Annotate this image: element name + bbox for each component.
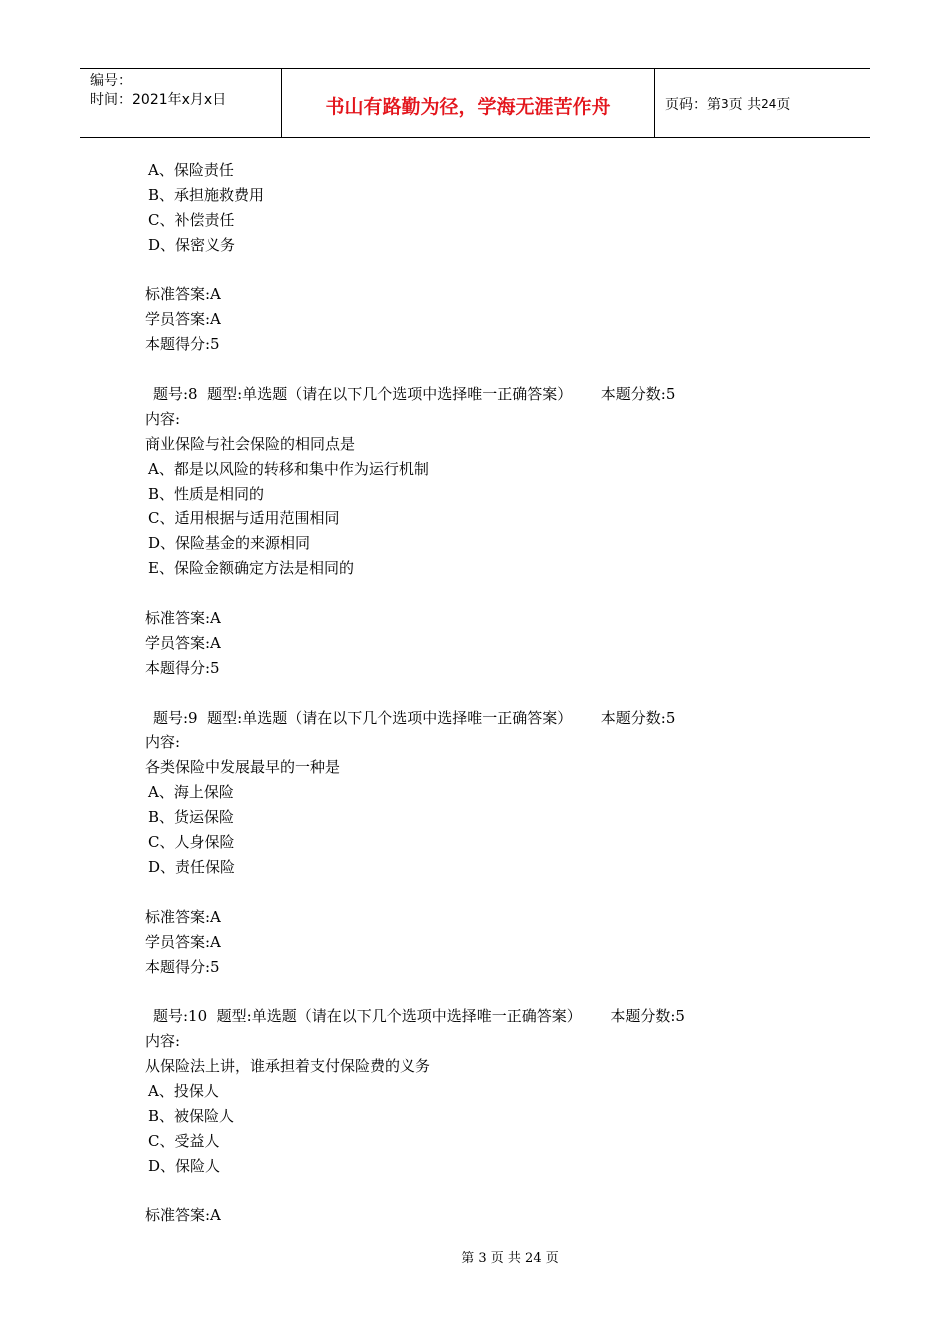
blank-line: [145, 357, 845, 382]
text-line: 标准答案:A: [145, 907, 221, 926]
text-line: 本题得分:5: [145, 335, 220, 354]
text-line: 内容:: [145, 1032, 181, 1051]
answer-option: C、受益人: [148, 1131, 220, 1150]
question-header: 题号:9 题型:单选题（请在以下几个选项中选择唯一正确答案） 本题分数:5: [153, 708, 676, 727]
blank-line: [145, 1179, 845, 1204]
page-footer: [0, 1247, 950, 1266]
motto-cell: [282, 69, 655, 137]
blank-line: [145, 880, 845, 905]
page-prefix: 页码：第: [665, 97, 721, 113]
blank-line: [145, 581, 845, 606]
answer-option: B、承担施救费用: [148, 185, 265, 204]
page-suffix: 页: [776, 97, 791, 113]
text-line: 从保险法上讲，谁承担着支付保险费的义务: [145, 1057, 431, 1076]
answer-option: B、性质是相同的: [148, 484, 265, 503]
page-mid: 页 共: [728, 97, 762, 113]
text-line: 学员答案:A: [145, 633, 221, 652]
time-label: 时间：2021年x月x日: [90, 92, 227, 108]
answer-option: A、海上保险: [148, 783, 234, 802]
answer-option: A、都是以风险的转移和集中作为运行机制: [148, 459, 429, 478]
text-line: 标准答案:A: [145, 285, 221, 304]
text-line: 标准答案:A: [145, 1206, 221, 1225]
text-line: 本题得分:5: [145, 957, 220, 976]
answer-option: A、投保人: [148, 1081, 219, 1100]
blank-line: [145, 979, 845, 1004]
answer-option: B、货运保险: [148, 808, 235, 827]
page-total: 24: [761, 97, 777, 111]
motto-text: 书山有路勤为径，学海无涯苦作舟: [325, 95, 611, 118]
text-line: 内容:: [145, 409, 181, 428]
answer-option: D、责任保险: [148, 857, 236, 876]
document-body: [145, 158, 845, 1228]
text-line: 内容:: [145, 733, 181, 752]
answer-option: D、保险基金的来源相同: [148, 534, 311, 553]
text-line: 商业保险与社会保险的相同点是: [145, 434, 356, 453]
question-header: 题号:8 题型:单选题（请在以下几个选项中选择唯一正确答案） 本题分数:5: [153, 385, 676, 404]
answer-option: C、适用根据与适用范围相同: [148, 509, 340, 528]
blank-line: [145, 681, 845, 706]
answer-option: C、补偿责任: [148, 210, 235, 229]
page-current: 3: [721, 97, 729, 111]
blank-line: [145, 258, 845, 283]
header-meta-cell: [80, 69, 282, 137]
answer-option: B、被保险人: [148, 1106, 235, 1125]
text-line: 学员答案:A: [145, 932, 221, 951]
answer-option: A、保险责任: [148, 161, 234, 179]
answer-option: D、保密义务: [148, 235, 236, 254]
text-line: 学员答案:A: [145, 310, 221, 329]
answer-option: C、人身保险: [148, 833, 235, 852]
serial-label: 编号：: [90, 73, 132, 89]
page-header: [80, 68, 870, 138]
answer-option: E、保险金额确定方法是相同的: [148, 559, 354, 578]
page-number-cell: [655, 69, 870, 137]
answer-option: D、保险人: [148, 1156, 221, 1175]
text-line: 各类保险中发展最早的一种是: [145, 758, 341, 777]
text-line: 本题得分:5: [145, 658, 220, 677]
footer-page-text: 第 3 页 共 24 页: [461, 1251, 559, 1266]
question-header: 题号:10 题型:单选题（请在以下几个选项中选择唯一正确答案） 本题分数:5: [153, 1007, 685, 1026]
text-line: 标准答案:A: [145, 609, 221, 628]
